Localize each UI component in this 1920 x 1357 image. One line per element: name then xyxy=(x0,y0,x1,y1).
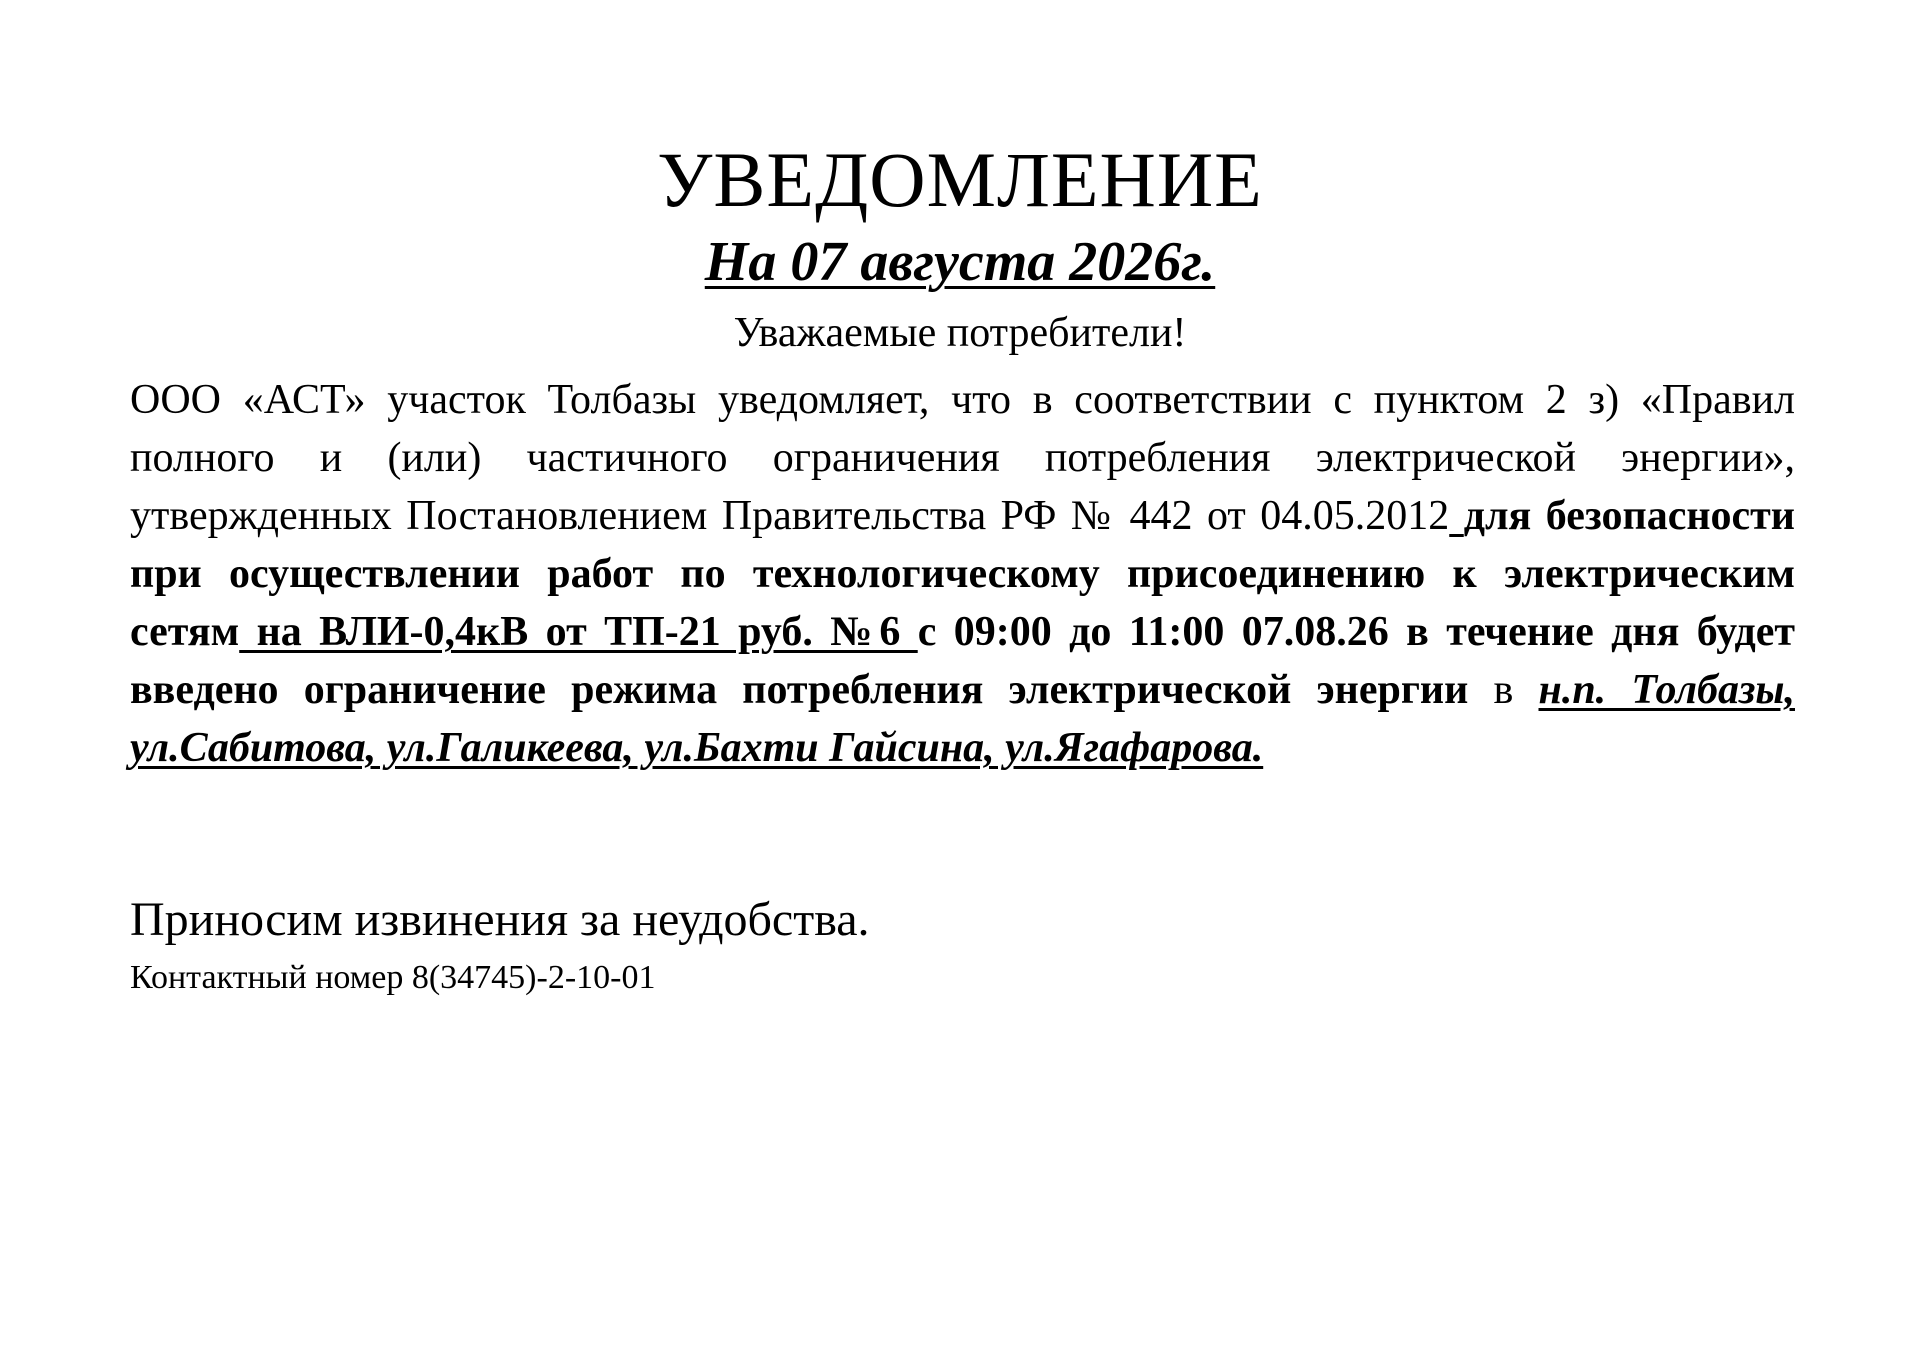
body-schedule: с 09:00 до 11:00 07.08.26 в течение дня будет введено ограничение режима потребления электрической энергии xyxy=(130,609,1795,713)
body-intro: ООО «АСТ» участок Толбазы уведомляет, что в соответствии с пунктом 2 з) «Правил полного и (или) частичного ограничения потребления электрической энергии», утвержденных Постановлением Правительства РФ № 442 от 04.05.2012 xyxy=(130,377,1795,539)
notice-title: УВЕДОМЛЕНИЕ xyxy=(657,136,1263,223)
body-power-line: на ВЛИ-0,4кВ от ТП-21 руб. №6 xyxy=(239,609,918,655)
body-connector: в xyxy=(1468,667,1539,713)
notice-date xyxy=(0,227,1920,297)
body-gap xyxy=(1449,493,1464,539)
body-location: н.п. Толбазы, ул.Сабитова, ул.Галикеева, ул.Бахти Гайсина, ул.Ягафарова. xyxy=(130,667,1795,771)
contact-phone: Контактный номер 8(34745)-2-10-01 xyxy=(130,959,656,996)
body-purpose: для безопасности при осуществлении работ по технологическому присоединению к электрическим сетям xyxy=(130,493,1796,655)
notice-date-text: На 07 августа 2026г. xyxy=(704,231,1216,293)
greeting: Уважаемые потребители! xyxy=(733,310,1187,356)
notice-body xyxy=(130,371,1795,777)
apology-text: Приносим извинения за неудобства. xyxy=(130,893,870,946)
